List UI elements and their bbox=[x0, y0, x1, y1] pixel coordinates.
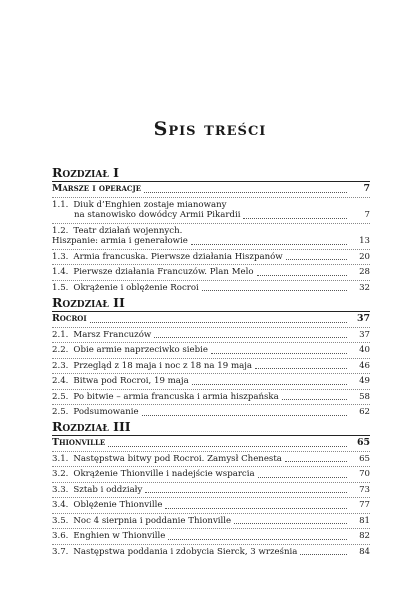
leader-dots bbox=[286, 258, 347, 260]
leader-dots bbox=[300, 553, 347, 555]
page-number: 82 bbox=[359, 531, 370, 541]
entry-separator bbox=[52, 342, 370, 343]
toc-entry bbox=[52, 531, 370, 542]
toc-entry bbox=[52, 407, 370, 418]
toc-entry bbox=[52, 500, 370, 511]
entry-text: Marsz Francuzów bbox=[73, 329, 152, 340]
entry-separator bbox=[52, 404, 370, 405]
entry-number: 1.1. bbox=[52, 199, 69, 210]
entry-text: Enghien w Thionville bbox=[73, 531, 166, 541]
leader-dots bbox=[191, 243, 347, 245]
page-number: 58 bbox=[359, 391, 370, 402]
chapter-3 bbox=[52, 420, 370, 557]
chapter-1 bbox=[52, 166, 370, 293]
leader-dots bbox=[211, 352, 347, 354]
leader-dots bbox=[168, 538, 347, 540]
entry-text: na stanowisko dowódcy Armii Pikardii bbox=[74, 210, 241, 220]
page-number: 37 bbox=[359, 329, 370, 340]
entry-separator bbox=[52, 389, 370, 390]
toc-entry bbox=[52, 469, 370, 480]
entry-number: 3.5. bbox=[52, 515, 69, 526]
entry-number: 2.3. bbox=[52, 360, 69, 371]
toc-entry bbox=[52, 485, 370, 496]
entry-text: Teatr działań wojennych. bbox=[73, 225, 183, 236]
toc-entry bbox=[52, 376, 370, 387]
entry-separator bbox=[52, 373, 370, 374]
main-entry-label: Thionville bbox=[52, 437, 106, 448]
toc-entry bbox=[52, 252, 370, 263]
page-number: 13 bbox=[359, 236, 370, 246]
leader-dots bbox=[234, 522, 347, 524]
leader-dots bbox=[255, 367, 347, 369]
entry-text: Oblężenie Thionville bbox=[73, 500, 163, 510]
entry-text: Obie armie naprzeciwko siebie bbox=[73, 345, 208, 355]
leader-dots bbox=[145, 491, 347, 493]
entry-separator bbox=[52, 327, 370, 328]
toc-entry bbox=[52, 330, 370, 341]
chapter-rule bbox=[52, 311, 370, 312]
chapter-heading: Rozdział I bbox=[52, 165, 119, 180]
chapter-2 bbox=[52, 296, 370, 418]
toc-entry bbox=[52, 361, 370, 372]
entry-text: Hiszpanie: armia i generałowie bbox=[52, 236, 188, 246]
entry-separator bbox=[52, 544, 370, 545]
entry-separator bbox=[52, 466, 370, 467]
page-number: 20 bbox=[359, 251, 370, 262]
chapter-heading: Rozdział III bbox=[52, 419, 131, 434]
entry-text: Noc 4 sierpnia i poddanie Thionville bbox=[73, 515, 232, 526]
entry-text: Okrążenie Thionville i nadejście wsparcia bbox=[73, 469, 255, 479]
toc-entry bbox=[52, 516, 370, 527]
entry-text: Pierwsze działania Francuzów. Plan Melo bbox=[73, 267, 254, 277]
entry-text: Przegląd z 18 maja i noc z 18 na 19 maja bbox=[73, 360, 253, 371]
entry-separator bbox=[52, 264, 370, 265]
entry-text: Podsumowanie bbox=[73, 407, 139, 417]
entry-separator bbox=[52, 451, 370, 452]
entry-text: Następstwa poddania i zdobycia Sierck, 3 września bbox=[73, 546, 298, 557]
leader-dots bbox=[192, 383, 347, 385]
leader-dots bbox=[165, 507, 347, 509]
toc-entry-continued bbox=[52, 236, 370, 247]
entry-text: Sztab i oddziały bbox=[73, 484, 143, 495]
toc-entry bbox=[52, 200, 370, 211]
chapter-rule bbox=[52, 435, 370, 436]
entry-text: Okrążenie i oblężenie Rocroi bbox=[73, 282, 199, 293]
entry-number: 3.1. bbox=[52, 453, 69, 464]
page-number: 37 bbox=[356, 313, 370, 324]
entry-text: Następstwa bitwy pod Rocroi. Zamysł Chenesta bbox=[73, 453, 282, 464]
entry-number: 2.1. bbox=[52, 329, 69, 340]
entry-number: 2.4. bbox=[52, 376, 69, 386]
toc-entry bbox=[52, 547, 370, 558]
entry-text: Po bitwie – armia francuska i armia hiszpańska bbox=[73, 391, 279, 402]
entry-number: 3.6. bbox=[52, 531, 69, 541]
entry-separator bbox=[52, 482, 370, 483]
leader-dots bbox=[243, 217, 347, 219]
entry-number: 3.4. bbox=[52, 500, 69, 510]
toc-entry-continued bbox=[52, 210, 370, 221]
page-number: 77 bbox=[359, 500, 370, 510]
entry-separator bbox=[52, 528, 370, 529]
entry-number: 2.5. bbox=[52, 407, 69, 417]
page-number: 65 bbox=[356, 437, 370, 448]
page-number: 49 bbox=[359, 376, 370, 386]
leader-dots bbox=[142, 414, 347, 416]
leader-dots bbox=[258, 476, 347, 478]
page-number: 81 bbox=[359, 515, 370, 526]
chapter-rule bbox=[52, 181, 370, 182]
leader-dots bbox=[108, 445, 347, 447]
toc-entry bbox=[52, 283, 370, 294]
leader-dots bbox=[282, 398, 347, 400]
page-number: 84 bbox=[359, 546, 370, 557]
entry-separator bbox=[52, 497, 370, 498]
page-title: Spis treści bbox=[153, 118, 267, 140]
entry-number: 3.2. bbox=[52, 469, 69, 479]
toc-entry bbox=[52, 267, 370, 278]
page-number: 7 bbox=[363, 183, 370, 194]
entry-separator bbox=[52, 197, 370, 198]
toc-entry bbox=[52, 226, 370, 237]
entry-separator bbox=[52, 223, 370, 224]
entry-number: 1.3. bbox=[52, 251, 69, 262]
leader-dots bbox=[90, 321, 347, 323]
toc-entry bbox=[52, 454, 370, 465]
page-number: 32 bbox=[359, 282, 370, 293]
chapter-main-entry bbox=[52, 438, 370, 449]
entry-separator bbox=[52, 513, 370, 514]
chapter-main-entry bbox=[52, 314, 370, 325]
page-number: 7 bbox=[364, 210, 370, 220]
entry-number: 2.2. bbox=[52, 345, 69, 355]
entry-number: 1.5. bbox=[52, 282, 69, 293]
leader-dots bbox=[144, 191, 347, 193]
entry-number: 3.7. bbox=[52, 546, 69, 557]
entry-number: 2.5. bbox=[52, 391, 69, 402]
toc-entry bbox=[52, 345, 370, 356]
entry-text: Diuk d’Enghien zostaje mianowany bbox=[73, 199, 227, 210]
entry-number: 3.3. bbox=[52, 484, 69, 495]
leader-dots bbox=[202, 289, 347, 291]
page-number: 40 bbox=[359, 345, 370, 355]
entry-number: 1.2. bbox=[52, 225, 69, 236]
main-entry-label: Rocroi bbox=[52, 313, 87, 324]
page-number: 62 bbox=[359, 407, 370, 417]
page-number: 28 bbox=[359, 267, 370, 277]
entry-text: Bitwa pod Rocroi, 19 maja bbox=[73, 376, 189, 386]
page-number: 70 bbox=[359, 469, 370, 479]
page-number: 46 bbox=[359, 360, 370, 371]
chapter-main-entry bbox=[52, 184, 370, 195]
main-entry-label: Marsze i operacje bbox=[52, 183, 142, 194]
entry-separator bbox=[52, 358, 370, 359]
leader-dots bbox=[154, 336, 347, 338]
entry-separator bbox=[52, 280, 370, 281]
chapter-heading: Rozdział II bbox=[52, 295, 125, 310]
entry-number: 1.4. bbox=[52, 267, 69, 277]
entry-text: Armia francuska. Pierwsze działania Hiszpanów bbox=[73, 251, 283, 262]
entry-separator bbox=[52, 249, 370, 250]
leader-dots bbox=[257, 274, 348, 276]
toc-entry bbox=[52, 392, 370, 403]
page-number: 73 bbox=[359, 484, 370, 495]
page-number: 65 bbox=[359, 453, 370, 464]
leader-dots bbox=[285, 460, 347, 462]
